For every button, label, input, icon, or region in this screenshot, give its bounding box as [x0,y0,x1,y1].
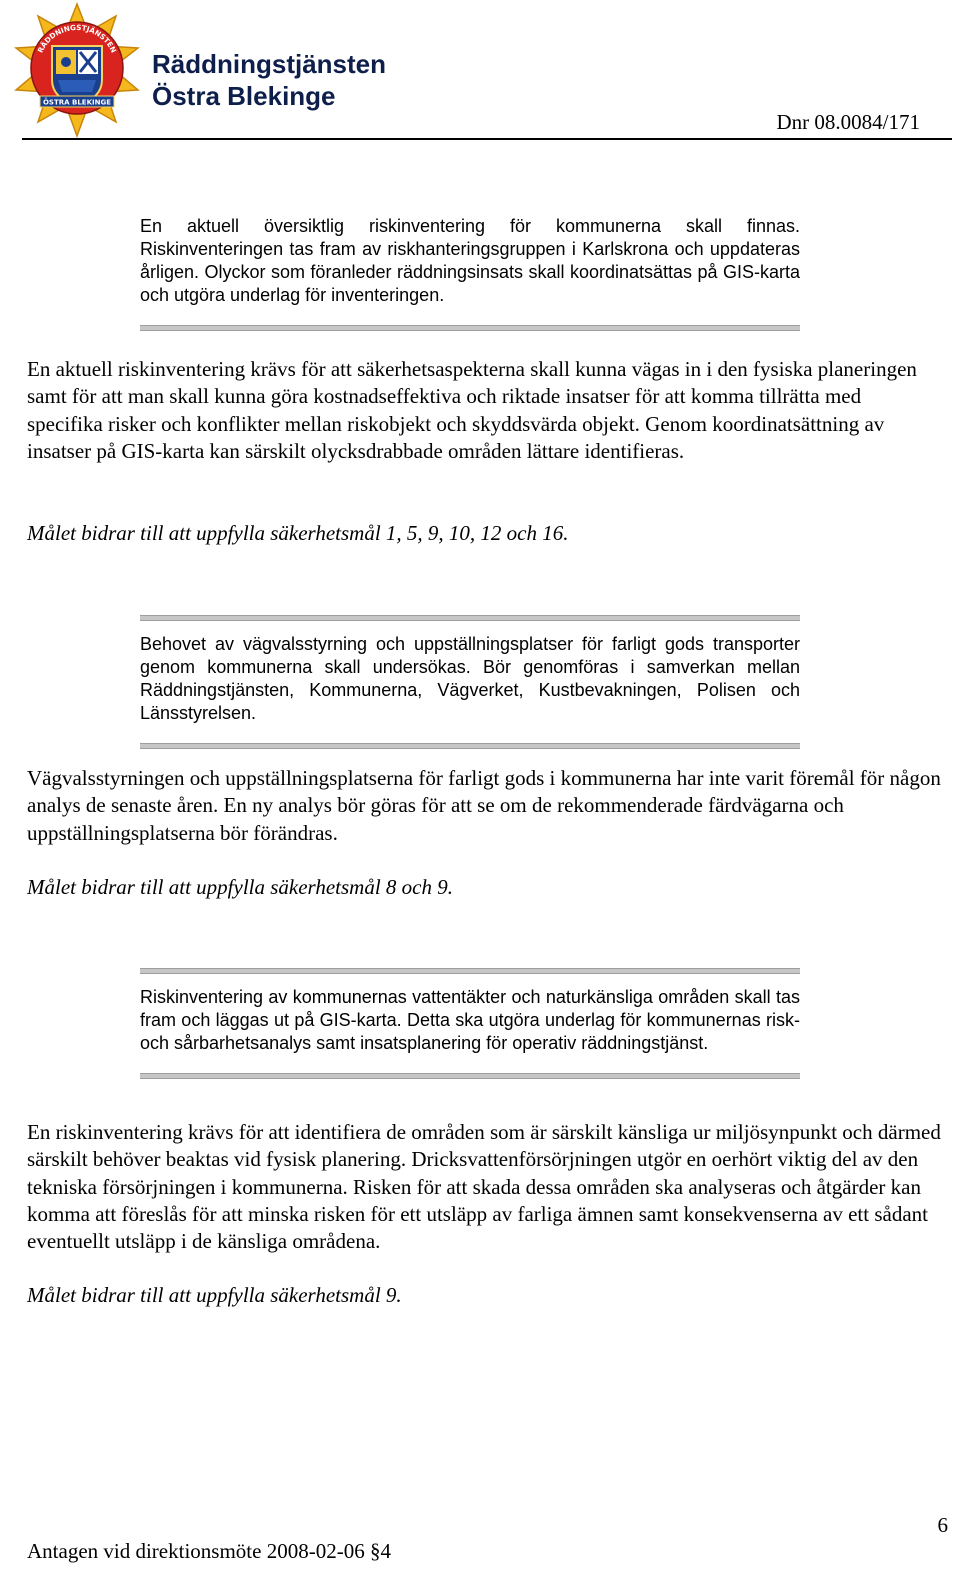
header-divider [22,138,952,140]
goal-box-3 [140,968,800,1079]
organization-name-line1: Räddningstjänsten [152,49,387,79]
adoption-note: Antagen vid direktionsmöte 2008-02-06 §4 [27,1539,391,1563]
goal-box-text: Behovet av vägvalsstyrning och uppställningsplatser för farligt gods transporter genom kommunerna skall undersökas. Bör genomföras i samverkan mellan Räddningstjänsten, Kommunerna, Vägverket, Kustbevakningen, Polisen och Länsstyrelsen. [140,634,800,723]
goal-box-bottom-rule [140,1073,800,1079]
goal-reference-3: Målet bidrar till att uppfylla säkerhetsmål 9. [27,1283,402,1307]
goal-box-bottom-rule [140,743,800,749]
goal-reference-2: Målet bidrar till att uppfylla säkerhetsmål 8 och 9. [27,875,453,899]
goal-box-2 [140,615,800,749]
goal-box-bottom-rule [140,325,800,331]
organization-name-line2: Östra Blekinge [152,81,336,111]
goal-reference-1: Målet bidrar till att uppfylla säkerhetsmål 1, 5, 9, 10, 12 och 16. [27,521,569,545]
logo-ring-text: RÄDDNINGSTJÄNSTEN [35,22,119,55]
body-paragraph-2: Vägvalsstyrningen och uppställningsplatserna för farligt gods i kommunerna har inte varit föremål för någon analys de senaste åren. En ny analys bör göras för att se om de rekommenderade färdvägarna och uppställningsplatserna bör förändras. [27,766,941,845]
logo-banner-text: ÖSTRA BLEKINGE [42,98,112,107]
organization-name [152,48,386,112]
document-number: Dnr 08.0084/171 [776,110,920,134]
page-number: 6 [937,1513,948,1537]
body-paragraph-3: En riskinventering krävs för att identifiera de områden som är särskilt känsliga ur miljösynpunkt och därmed särskilt behöver beaktas vid fysisk planering. Dricksvattenförsörjningen utgör en oerhört viktig del av den tekniska försörjningen i kommunerna. Risken för att skada dessa områden ska analyseras och åtgärder kan komma att föreslås för att minska risken för ett utsläpp av farliga ämnen samt konsekvenserna av ett sådant eventuellt utsläpp i de känsliga områdena. [27,1120,941,1254]
rescue-service-badge-icon [12,2,142,138]
goal-box-text: Riskinventering av kommunernas vattentäkter och naturkänsliga områden skall tas fram och läggas ut på GIS-karta. Detta ska utgöra underlag för kommunernas risk- och sårbarhetsanalys samt insatsplanering för operativ räddningstjänst. [140,987,800,1053]
goal-box-text: En aktuell översiktlig riskinventering för kommunerna skall finnas. Riskinventeringen tas fram av riskhanteringsgruppen i Karlskrona och uppdateras årligen. Olyckor som föranleder räddningsinsats skall koordinatsättas på GIS-karta och utgöra underlag för inventeringen. [140,216,800,305]
body-paragraph-1: En aktuell riskinventering krävs för att säkerhetsaspekterna skall kunna vägas in i den fysiska planeringen samt för att man skall kunna göra kostnadseffektiva och riktade insatser för att komma tillrätta med specifika risker och konflikter mellan riskobjekt och skyddsvärda objekt. Genom koordinatsättning av insatser på GIS-karta kan särskilt olycksdrabbade områden lättare identifieras. [27,357,917,463]
goal-box-1 [140,212,800,331]
